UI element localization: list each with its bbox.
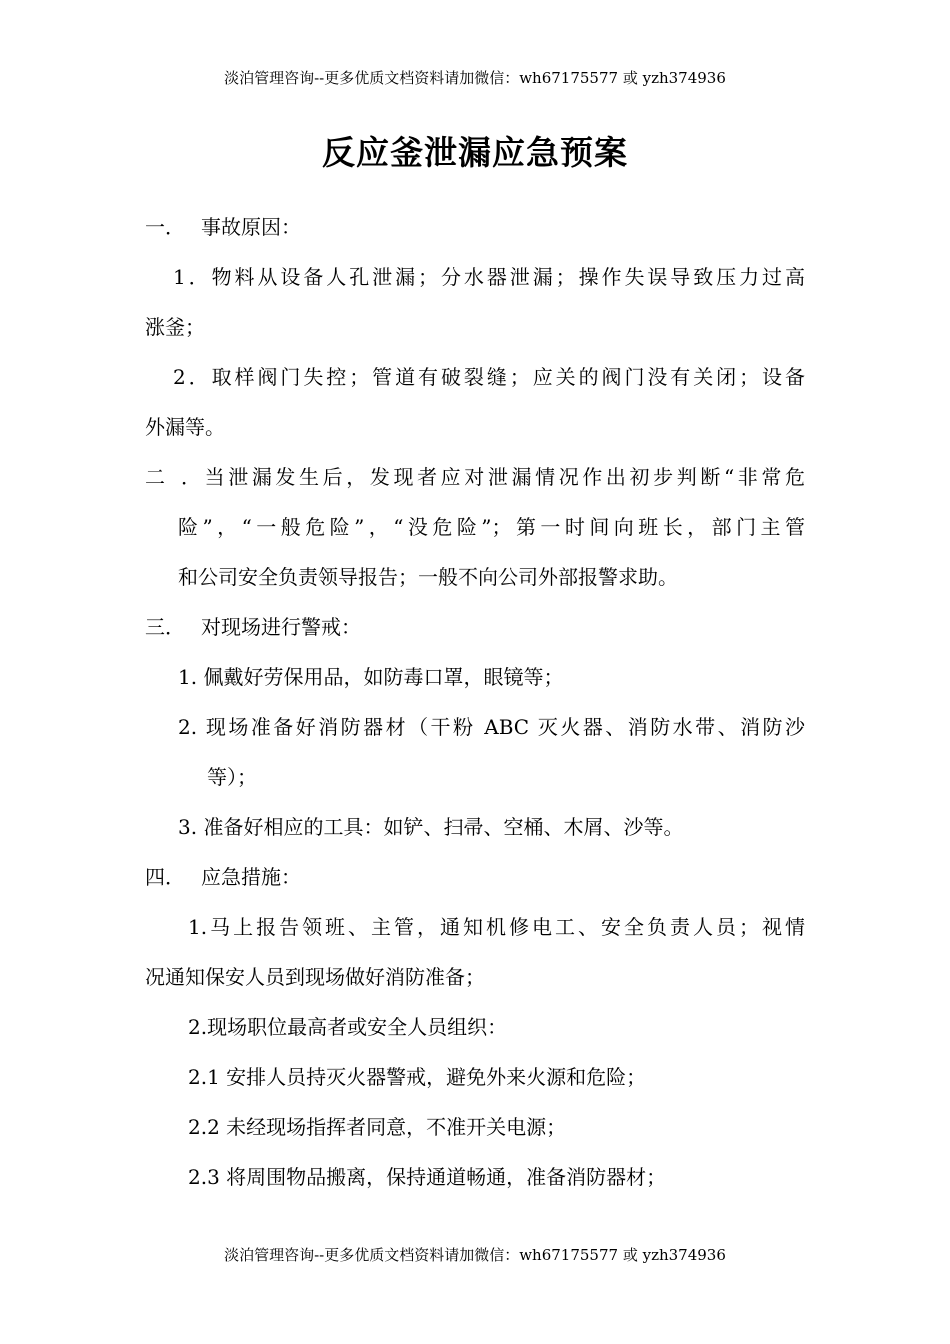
list-item-continuation: 外漏等。 [145, 415, 225, 439]
page-footer: 淡泊管理咨询--更多优质文档资料请加微信：wh67175577 或 yzh374936 [224, 1246, 726, 1264]
paragraph-line: 险”，“一般危险”，“没危险”；第一时间向班长，部门主管 [178, 515, 805, 539]
list-item: 2.1 安排人员持灭火器警戒，避免外来火源和危险； [188, 1065, 647, 1089]
list-item: 2．取样阀门失控；管道有破裂缝；应关的阀门没有关闭；设备 [173, 365, 805, 389]
section-heading [145, 852, 805, 902]
list-item: 1. 佩戴好劳保用品，如防毒口罩，眼镜等； [178, 665, 564, 689]
section-title: 事故原因： [201, 215, 301, 239]
list-item: 2.2 未经现场指挥者同意，不准开关电源； [188, 1115, 567, 1139]
list-item: 2. 现场准备好消防器材（干粉 ABC 灭火器、消防水带、消防沙 [178, 715, 805, 739]
section-heading [145, 202, 805, 252]
section-text: 当泄漏发生后，发现者应对泄漏情况作出初步判断“非常危 [201, 465, 805, 489]
section-heading [145, 602, 805, 652]
document-body [145, 202, 805, 1202]
section-heading [145, 452, 805, 502]
list-item: 2.现场职位最高者或安全人员组织： [188, 1015, 508, 1039]
list-item-continuation: 涨釜； [145, 315, 205, 339]
list-item-continuation: 等）； [207, 765, 257, 789]
list-item: 3. 准备好相应的工具：如铲、扫帚、空桶、木屑、沙等。 [178, 815, 684, 839]
section-number: 二． [145, 465, 201, 489]
document-title: 反应釜泄漏应急预案 [322, 133, 628, 172]
list-item-continuation: 况通知保安人员到现场做好消防准备； [145, 965, 485, 989]
page-header: 淡泊管理咨询--更多优质文档资料请加微信：wh67175577 或 yzh374936 [224, 69, 726, 87]
section-number: 三． [145, 615, 185, 639]
paragraph-line: 和公司安全负责领导报告；一般不向公司外部报警求助。 [178, 565, 678, 589]
section-number: 一． [145, 215, 185, 239]
list-item: 2.3 将周围物品搬离，保持通道畅通，准备消防器材； [188, 1165, 667, 1189]
section-number: 四． [145, 865, 185, 889]
section-title: 应急措施： [201, 865, 301, 889]
section-title: 对现场进行警戒： [201, 615, 361, 639]
list-item: 1.马上报告领班、主管，通知机修电工、安全负责人员；视情 [188, 915, 805, 939]
list-item: 1．物料从设备人孔泄漏；分水器泄漏；操作失误导致压力过高 [173, 265, 805, 289]
